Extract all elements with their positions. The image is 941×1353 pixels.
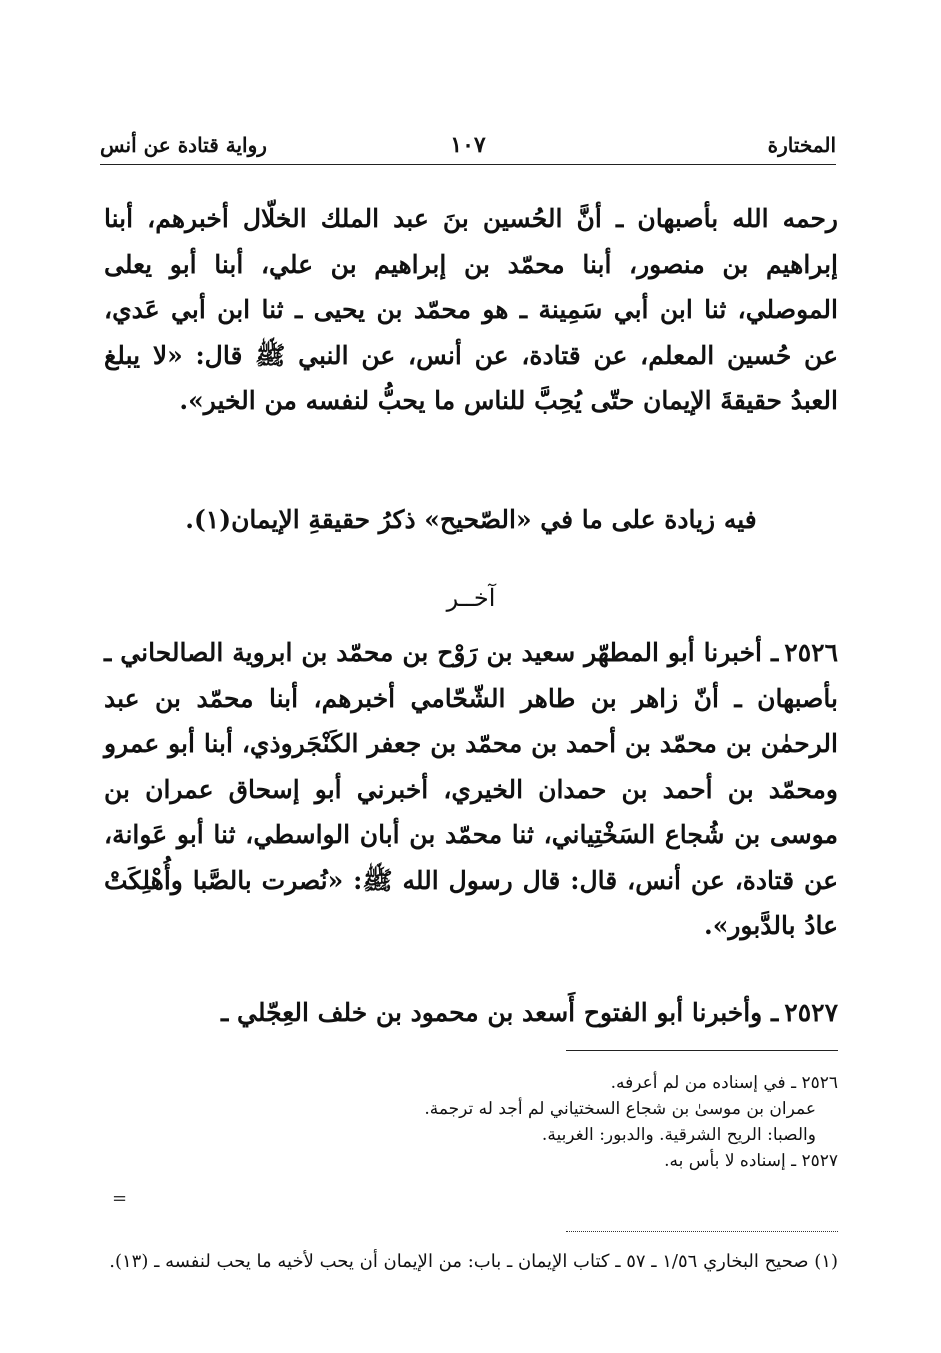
- footnote-text: (١) صحيح البخاري ١/٥٦ ـ ٥٧ ـ كتاب الإيمان ـ باب: من الإيمان أن يحب لأخيه ما يحب لنفسه ـ (١٣).: [109, 1251, 838, 1272]
- hadith-paragraph-2526: [104, 630, 838, 949]
- footnote-1: [104, 1247, 838, 1276]
- editor-note: [104, 497, 838, 543]
- footnote-line: والصبا: الريح الشرقية. والدبور: الغربية.: [541, 1125, 816, 1145]
- footnote-rule: [566, 1050, 838, 1051]
- paragraph-text: رحمه الله بأصبهان ـ أنَّ الحُسين بنَ عبد الملك الخلّال أخبرهم، أبنا إبراهيم بن منصور، أبنا محمّد بن إبراهيم بن علي، أبنا أبو يعلى الموصلي، ثنا ابن أبي سَمِينة ـ هو محمّد بن يحيى ـ ثنا ابن أبي عَدي، عن حُسين المعلم، عن قتادة، عن أنس، عن النبي ﷺ قال: «لا يبلغ العبدُ حقيقةَ الإيمان حتّى يُحِبَّ للناس ما يحبُّ لنفسه من الخير».: [104, 204, 838, 415]
- hadith-number: ٢٥٢٧: [784, 998, 838, 1027]
- hadith-paragraph-continued: [104, 196, 838, 424]
- footnote-line: ٢٥٢٧ ـ إسناده لا بأس به.: [664, 1151, 838, 1171]
- header-rule: [100, 164, 836, 165]
- page-number: ١٠٧: [450, 132, 486, 158]
- dotted-footnote-rule: [566, 1231, 838, 1232]
- footnote-line: عمران بن موسىٰ بن شجاع السختياني لم أجد له ترجمة.: [424, 1099, 816, 1119]
- footnote-line: ٢٥٢٦ ـ في إسناده من لم أعرفه.: [610, 1073, 838, 1093]
- section-subheading: [104, 576, 838, 622]
- subheading-text: آخــر: [446, 584, 496, 612]
- chapter-title: رواية قتادة عن أنس: [100, 133, 267, 157]
- note-text: فيه زيادة على ما في «الصّحيح» ذكرُ حقيقةِ الإيمان(١).: [185, 505, 757, 534]
- paragraph-text: ـ أخبرنا أبو المطهّر سعيد بن رَوْح بن محمّد بن ابروية الصالحاني ـ بأصبهان ـ أنّ زاهر بن طاهر الشّحّامي أخبرهم، أبنا محمّد بن عبد الرحمٰن بن محمّد بن أحمد بن محمّد بن جعفر الكَنْجَروذي، أبنا أبو عمرو ومحمّد بن أحمد بن حمدان الخيري، أخبرني أبو إسحاق عمران بن موسى بن شُجاع السَخْتِياني، ثنا محمّد بن أبان الواسطي، ثنا أبو عَوانة، عن قتادة، عن أنس، قال: قال رسول الله ﷺ: «نُصرت بالصَّبا وأُهْلِكَتْ عادُ بالدَّبور».: [104, 638, 838, 940]
- footnotes-block: [300, 1070, 838, 1174]
- hadith-paragraph-2527: [104, 990, 838, 1036]
- running-header: [100, 128, 836, 162]
- book-title: المختارة: [767, 133, 836, 157]
- paragraph-text: ـ وأخبرنا أبو الفتوح أَسعد بن محمود بن خلف العِجّلي ـ: [221, 998, 779, 1027]
- hadith-number: ٢٥٢٦: [784, 638, 838, 667]
- continuation-mark: =: [112, 1188, 128, 1209]
